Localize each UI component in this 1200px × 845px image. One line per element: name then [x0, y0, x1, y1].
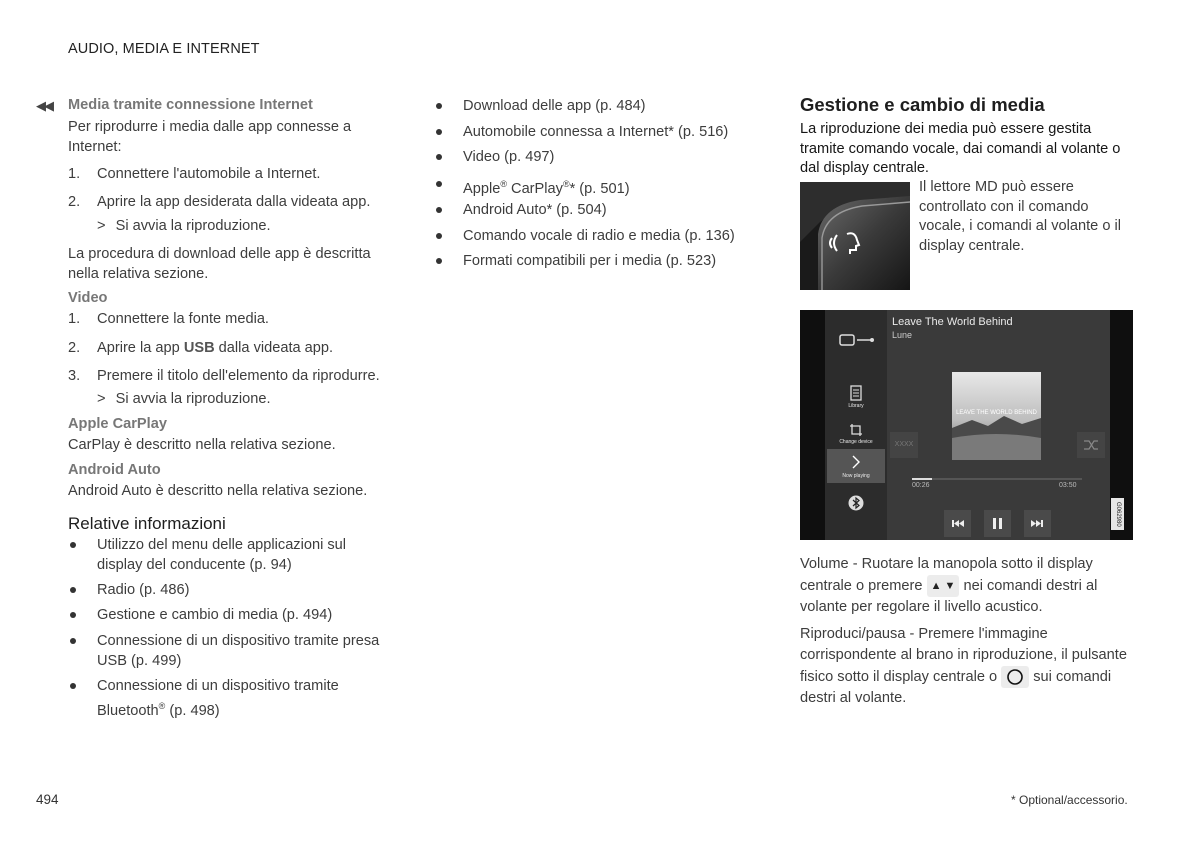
library-icon[interactable]	[849, 385, 863, 401]
previous-icon	[944, 510, 971, 537]
now-playing-tab[interactable]	[827, 449, 885, 483]
next-icon	[1024, 510, 1051, 537]
link-media-formats[interactable]: Formati compatibili per i media (p. 523)	[434, 251, 764, 271]
video-heading: Video	[68, 290, 108, 306]
center-display-image	[800, 310, 1133, 540]
pause-button[interactable]	[984, 510, 1011, 537]
video-step-3: 3. Premere il titolo dell'elemento da riprodurre.	[68, 368, 380, 384]
progress-track[interactable]	[912, 478, 1082, 480]
now-playing-label: Now playing	[842, 473, 870, 479]
album-art[interactable]	[952, 372, 1041, 460]
bullet-icon	[70, 542, 76, 548]
media-control-heading: Gestione e cambio di media	[800, 94, 1045, 115]
shuffle-icon	[1077, 432, 1105, 458]
link-download-apps[interactable]: Download delle app (p. 484)	[434, 96, 764, 116]
bullet-icon	[436, 181, 442, 187]
photo-caption: Il lettore MD può essere controllato con il comando vocale, i comandi al volante o il display centrale.	[919, 179, 1121, 254]
related-link-2[interactable]: Radio (p. 486)	[68, 580, 388, 600]
result-marker: >	[97, 218, 106, 234]
steering-wheel-button-icon	[1001, 666, 1029, 688]
video-step-2: 2. Aprire la app USB dalla videata app.	[68, 340, 334, 356]
link-apple-carplay[interactable]: Apple® CarPlay®* (p. 501)	[434, 174, 764, 199]
image-reference-code: G062980	[1111, 498, 1124, 530]
internet-step-2: 2. Aprire la app desiderata dalla videata app.	[68, 194, 371, 210]
usb-app-name: USB	[183, 340, 215, 356]
pause-icon	[984, 510, 1011, 537]
bullet-icon	[436, 258, 442, 264]
chevron-right-icon	[851, 455, 861, 469]
internet-media-intro: Per riprodurre i media dalle app connesse a Internet:	[68, 119, 352, 155]
track-artist: Lune	[892, 330, 913, 340]
bullet-icon	[70, 612, 76, 618]
link-android-auto[interactable]: Android Auto* (p. 504)	[434, 200, 764, 220]
video-step-result: > Si avvia la riproduzione.	[97, 391, 271, 407]
library-label: Library	[848, 403, 864, 409]
bullet-icon	[70, 587, 76, 593]
carplay-text: CarPlay è descritto nella relativa sezione.	[68, 437, 336, 453]
related-link-1[interactable]: Utilizzo del menu delle applicazioni sul display del conducente (p. 94)	[68, 535, 388, 575]
bullet-icon	[70, 638, 76, 644]
previous-track-button[interactable]	[944, 510, 971, 537]
bullet-icon	[70, 683, 76, 689]
voice-button-photo	[800, 182, 910, 290]
usb-icon	[839, 332, 875, 348]
volume-up-down-keys-icon: ▲ ▼	[927, 575, 960, 597]
android-heading: Android Auto	[68, 462, 161, 478]
track-title: Leave The World Behind	[892, 316, 1013, 328]
bluetooth-icon[interactable]	[848, 495, 864, 511]
page-number: 494	[36, 792, 59, 807]
time-total: 03:50	[1059, 482, 1077, 489]
volume-instructions: Volume - Ruotare la manopola sotto il display centrale o premere ▲ ▼ nei comandi destri al volante per regolare il livello acustico.	[800, 556, 1098, 615]
display-sidebar	[825, 310, 887, 540]
bullet-icon	[436, 233, 442, 239]
ghost-previous-item: XXXX	[890, 432, 918, 458]
album-art-text: LEAVE THE WORLD BEHIND	[956, 410, 1037, 416]
section-header: AUDIO, MEDIA E INTERNET	[68, 41, 260, 57]
link-connected-car[interactable]: Automobile connessa a Internet* (p. 516)	[434, 122, 764, 142]
internet-step-result: > Si avvia la riproduzione.	[97, 218, 271, 234]
link-voice-control[interactable]: Comando vocale di radio e media (p. 136)	[434, 226, 764, 246]
related-info-heading: Relative informazioni	[68, 514, 226, 533]
bullet-icon	[436, 103, 442, 109]
shuffle-button[interactable]	[1077, 432, 1105, 458]
change-device-icon[interactable]	[849, 423, 863, 437]
back-arrows-icon[interactable]: ◀◀	[36, 98, 52, 113]
related-link-3[interactable]: Gestione e cambio di media (p. 494)	[68, 605, 388, 625]
optional-note: * Optional/accessorio.	[1011, 793, 1128, 807]
related-link-5[interactable]: Connessione di un dispositivo tramite Bluetooth® (p. 498)	[68, 676, 388, 721]
bullet-icon	[436, 129, 442, 135]
android-text: Android Auto è descritto nella relativa sezione.	[68, 483, 368, 499]
video-step-1: 1. Connettere la fonte media.	[68, 311, 269, 327]
next-track-button[interactable]	[1024, 510, 1051, 537]
bullet-icon	[436, 154, 442, 160]
play-pause-instructions: Riproduci/pausa - Premere l'immagine corrispondente al brano in riproduzione, il pulsante fisico sotto il display centrale o sui comandi destri al volante.	[800, 626, 1127, 706]
carplay-heading: Apple CarPlay	[68, 416, 167, 432]
now-playing-area	[887, 310, 1110, 540]
internet-step-1: 1. Connettere l'automobile a Internet.	[68, 166, 321, 182]
media-control-intro: La riproduzione dei media può essere gestita tramite comando vocale, dai comandi al volante o dal display centrale.	[800, 121, 1121, 176]
time-elapsed: 00:26	[912, 482, 930, 489]
related-link-4[interactable]: Connessione di un dispositivo tramite presa USB (p. 499)	[68, 631, 388, 671]
bullet-icon	[436, 207, 442, 213]
link-video[interactable]: Video (p. 497)	[434, 147, 764, 167]
app-download-note: La procedura di download delle app è descritta nella relativa sezione.	[68, 246, 371, 282]
progress-fill	[912, 478, 932, 480]
change-device-label: Change device	[839, 439, 873, 445]
internet-media-heading: Media tramite connessione Internet	[68, 97, 313, 113]
